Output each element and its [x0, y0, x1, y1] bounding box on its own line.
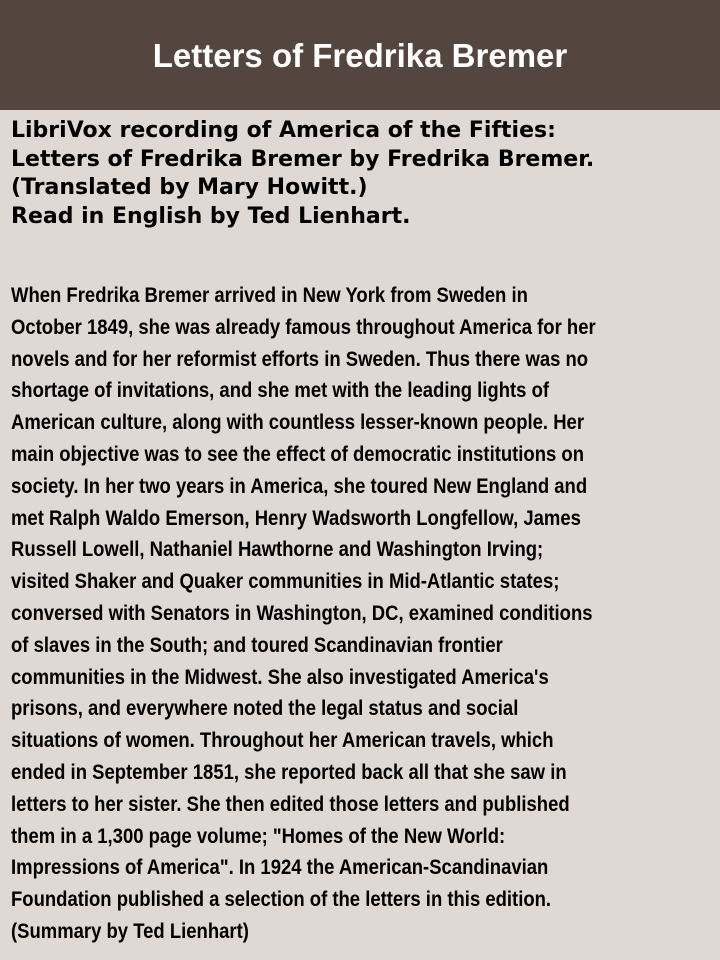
summary-line: ended in September 1851, she reported back all that she saw in — [11, 760, 567, 784]
summary-line: conversed with Senators in Washington, DC, examined conditions — [11, 601, 593, 625]
summary-line: them in a 1,300 page volume; "Homes of the New World: — [11, 824, 506, 848]
recording-info-line: LibriVox recording of America of the Fifties: — [11, 118, 556, 143]
summary-line: Impressions of America". In 1924 the American-Scandinavian — [11, 856, 549, 880]
page-title: Letters of Fredrika Bremer — [152, 37, 568, 74]
recording-info — [11, 117, 716, 231]
summary-line: visited Shaker and Quaker communities in Mid-Atlantic states; — [11, 570, 560, 594]
summary-line: When Fredrika Bremer arrived in New York from Sweden in — [11, 284, 528, 307]
summary-line: shortage of invitations, and she met with the leading lights of — [11, 379, 550, 403]
summary-line: October 1849, she was already famous throughout America for her — [11, 315, 596, 339]
title-banner — [0, 0, 720, 110]
recording-info-line: (Translated by Mary Howitt.) — [11, 175, 368, 200]
summary-paragraph — [11, 280, 716, 948]
summary-line: novels and for her reformist efforts in Sweden. Thus there was no — [11, 347, 589, 371]
summary-line: letters to her sister. She then edited those letters and published — [11, 792, 570, 816]
summary-line: situations of women. Throughout her American travels, which — [11, 729, 554, 753]
summary-line: main objective was to see the effect of democratic institutions on — [11, 442, 585, 466]
summary-line: (Summary by Ted Lienhart) — [11, 919, 249, 943]
summary-line: met Ralph Waldo Emerson, Henry Wadsworth Longfellow, James — [11, 506, 581, 530]
recording-info-line: Letters of Fredrika Bremer by Fredrika Bremer. — [11, 146, 595, 172]
summary-line: American culture, along with countless lesser-known people. Her — [11, 411, 585, 435]
summary-line: society. In her two years in America, she toured New England and — [11, 474, 588, 498]
summary-line: Russell Lowell, Nathaniel Hawthorne and Washington Irving; — [11, 538, 544, 562]
summary-line: communities in the Midwest. She also investigated America's — [11, 665, 549, 689]
summary-line: Foundation published a selection of the letters in this edition. — [11, 888, 552, 912]
summary-line: prisons, and everywhere noted the legal status and social — [11, 697, 519, 721]
summary-line: of slaves in the South; and toured Scandinavian frontier — [11, 633, 503, 657]
recording-info-line: Read in English by Ted Lienhart. — [11, 203, 411, 229]
